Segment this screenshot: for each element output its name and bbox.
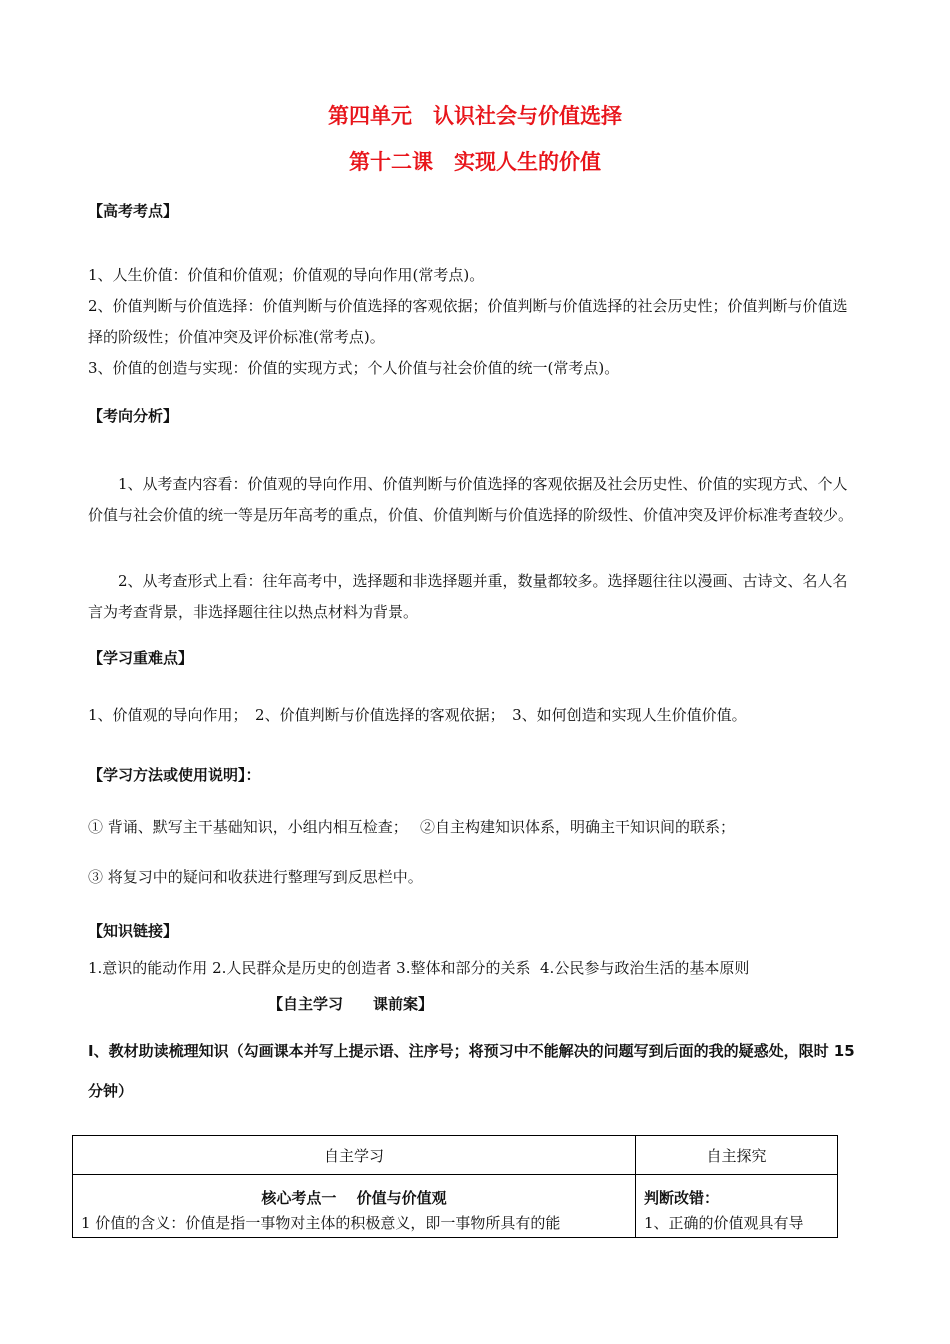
lesson-title: 第十二课 实现人生的价值 bbox=[349, 150, 601, 174]
unit-title: 第四单元 认识社会与价值选择 bbox=[328, 104, 622, 128]
explore-title: 判断改错： bbox=[644, 1189, 720, 1207]
links-text: 1.意识的能动作用 2.人民群众是历史的创造者 3.整体和部分的关系 4.公民参与政治生活的基本原则 bbox=[88, 959, 750, 977]
exam-point-1: 1、人生价值：价值和价值观；价值观的导向作用(常考点)。 bbox=[88, 266, 485, 284]
method-line-2: ③ 将复习中的疑问和收获进行整理写到反思栏中。 bbox=[88, 868, 423, 886]
core-point-text: 1 价值的含义：价值是指一事物对主体的积极意义，即一事物所具有的能 bbox=[81, 1214, 561, 1232]
exam-point-3: 3、价值的创造与实现：价值的实现方式；个人价值与社会价值的统一(常考点)。 bbox=[88, 359, 620, 377]
exam-points-heading: 【高考考点】 bbox=[88, 202, 179, 220]
core-point-title: 核心考点一 价值与价值观 bbox=[261, 1189, 447, 1207]
explore-cell bbox=[636, 1175, 838, 1238]
table-row bbox=[73, 1175, 838, 1238]
core-cell bbox=[73, 1175, 636, 1238]
explore-text: 1、正确的价值观具有导 bbox=[644, 1214, 804, 1232]
study-table bbox=[72, 1135, 838, 1238]
exam-point-2: 2、价值判断与价值选择：价值判断与价值选择的客观依据；价值判断与价值选择的社会历史性；价值判断与价值选择的阶级性；价值冲突及评价标准(常考点)。 bbox=[88, 297, 848, 346]
table-header-row bbox=[73, 1136, 838, 1175]
analysis-item-1: 1、从考查内容看：价值观的导向作用、价值判断与价值选择的客观依据及社会历史性、价值的实现方式、个人价值与社会价值的统一等是历年高考的重点，价值、价值判断与价值选择的阶级性、价值冲突及评价标准考查较少。 bbox=[88, 475, 854, 524]
col-self-study-header: 自主学习 bbox=[73, 1136, 636, 1175]
col-explore-header: 自主探究 bbox=[636, 1136, 838, 1175]
analysis-item-2: 2、从考查形式上看：往年高考中，选择题和非选择题并重，数量都较多。选择题往往以漫画、古诗文、名人名言为考查背景，非选择题往往以热点材料为背景。 bbox=[88, 572, 848, 621]
self-study-instruction: Ⅰ、教材助读梳理知识（勾画课本并写上提示语、注序号；将预习中不能解决的问题写到后面的我的疑惑处，限时 15 分钟） bbox=[88, 1042, 855, 1100]
method-line-1: ① 背诵、默写主干基础知识，小组内相互检查； ②自主构建知识体系，明确主干知识间的联系； bbox=[88, 818, 736, 836]
links-heading: 【知识链接】 bbox=[88, 922, 179, 940]
key-points-text: 1、价值观的导向作用； 2、价值判断与价值选择的客观依据； 3、如何创造和实现人生价值价值。 bbox=[88, 706, 747, 724]
key-points-heading: 【学习重难点】 bbox=[88, 649, 194, 667]
exam-points-list bbox=[88, 260, 858, 384]
method-heading: 【学习方法或使用说明】： bbox=[88, 766, 261, 784]
analysis-heading: 【考向分析】 bbox=[88, 407, 179, 425]
self-study-heading: 【自主学习 课前案】 bbox=[268, 995, 434, 1013]
